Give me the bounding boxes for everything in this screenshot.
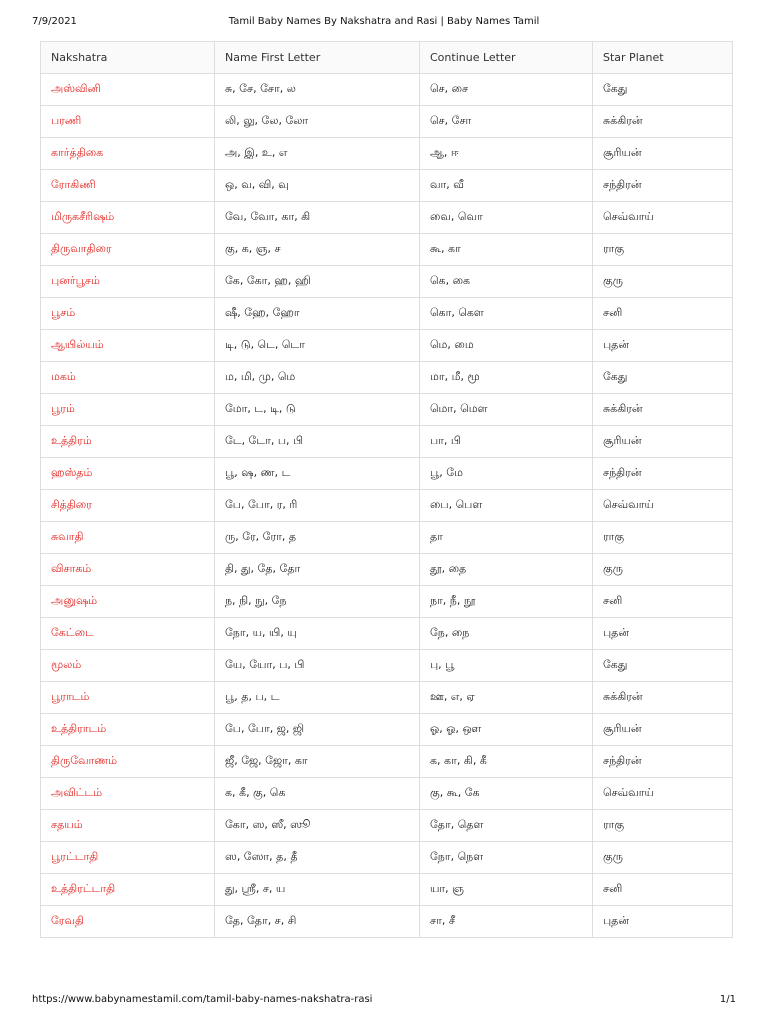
star-planet-cell: குரு	[593, 842, 733, 874]
table-row	[41, 778, 733, 810]
page-number: 1/1	[719, 994, 736, 1005]
star-planet-cell: ராகு	[593, 234, 733, 266]
nakshatra-cell: பரணி	[41, 106, 215, 138]
name-first-letter-cell: ந, நி, நு, நே	[215, 586, 420, 618]
name-first-letter-cell: டி, டு, டெ, டொ	[215, 330, 420, 362]
continue-letter-cell: சா, சீ	[420, 906, 593, 938]
continue-letter-cell: பை, பௌ	[420, 490, 593, 522]
table-row	[41, 842, 733, 874]
star-planet-cell: புதன்	[593, 906, 733, 938]
table-header-row	[41, 42, 733, 74]
star-planet-cell: ராகு	[593, 810, 733, 842]
continue-letter-cell: ஊ, எ, ஏ	[420, 682, 593, 714]
continue-letter-cell: யா, ஞ	[420, 874, 593, 906]
star-planet-cell: குரு	[593, 554, 733, 586]
continue-letter-cell: வா, வீ	[420, 170, 593, 202]
nakshatra-cell: உத்திரம்	[41, 426, 215, 458]
continue-letter-cell: பா, பி	[420, 426, 593, 458]
star-planet-cell: கேது	[593, 650, 733, 682]
nakshatra-cell: உத்திரட்டாதி	[41, 874, 215, 906]
name-first-letter-cell: லி, லு, லே, லோ	[215, 106, 420, 138]
nakshatra-cell: ஹஸ்தம்	[41, 458, 215, 490]
table-row	[41, 266, 733, 298]
name-first-letter-cell: கோ, ஸ, ஸீ, ஸூ	[215, 810, 420, 842]
table-row	[41, 490, 733, 522]
table-row	[41, 234, 733, 266]
continue-letter-cell: தா	[420, 522, 593, 554]
table-row	[41, 522, 733, 554]
name-first-letter-cell: பூ, த, ப, ட	[215, 682, 420, 714]
nakshatra-cell: விசாகம்	[41, 554, 215, 586]
star-planet-cell: செவ்வாய்	[593, 202, 733, 234]
table-row	[41, 810, 733, 842]
continue-letter-cell: தோ, தௌ	[420, 810, 593, 842]
table-row	[41, 650, 733, 682]
name-first-letter-cell: து, ஸ்ரீ, ச, ய	[215, 874, 420, 906]
nakshatra-cell: அவிட்டம்	[41, 778, 215, 810]
name-first-letter-cell: கு, க, ஞ, ச	[215, 234, 420, 266]
star-planet-cell: கேது	[593, 74, 733, 106]
table-row	[41, 586, 733, 618]
page-title: Tamil Baby Names By Nakshatra and Rasi | Baby Names Tamil	[228, 16, 540, 27]
table-row	[41, 106, 733, 138]
nakshatra-cell: சுவாதி	[41, 522, 215, 554]
star-planet-cell: சந்திரன்	[593, 746, 733, 778]
nakshatra-cell: உத்திராடம்	[41, 714, 215, 746]
nakshatra-cell: சித்திரை	[41, 490, 215, 522]
star-planet-cell: ராகு	[593, 522, 733, 554]
name-first-letter-cell: க, கீ, கு, கெ	[215, 778, 420, 810]
star-planet-cell: சுக்கிரன்	[593, 682, 733, 714]
nakshatra-cell: மிருகசீரிஷம்	[41, 202, 215, 234]
column-header-continue-letter: Continue Letter	[420, 42, 593, 74]
name-first-letter-cell: மோ, ட, டி, டு	[215, 394, 420, 426]
table-row	[41, 682, 733, 714]
print-date: 7/9/2021	[32, 16, 77, 27]
continue-letter-cell: நோ, நௌ	[420, 842, 593, 874]
name-first-letter-cell: சு, சே, சோ, ல	[215, 74, 420, 106]
table-row	[41, 618, 733, 650]
continue-letter-cell: ஆ, ஈ	[420, 138, 593, 170]
star-planet-cell: புதன்	[593, 330, 733, 362]
table-row	[41, 362, 733, 394]
star-planet-cell: புதன்	[593, 618, 733, 650]
print-footer	[32, 994, 736, 1008]
continue-letter-cell: நே, நை	[420, 618, 593, 650]
continue-letter-cell: மெ, மை	[420, 330, 593, 362]
table-row	[41, 138, 733, 170]
continue-letter-cell: கூ, கா	[420, 234, 593, 266]
continue-letter-cell: ஓ, ஓ, ஔ	[420, 714, 593, 746]
column-header-star-planet: Star Planet	[593, 42, 733, 74]
nakshatra-cell: பூரட்டாதி	[41, 842, 215, 874]
name-first-letter-cell: ம, மி, மு, மெ	[215, 362, 420, 394]
nakshatra-cell: சதயம்	[41, 810, 215, 842]
name-first-letter-cell: வே, வோ, கா, கி	[215, 202, 420, 234]
continue-letter-cell: கு, கூ, கே	[420, 778, 593, 810]
nakshatra-cell: புனர்பூசம்	[41, 266, 215, 298]
name-first-letter-cell: அ, இ, உ, எ	[215, 138, 420, 170]
table-row	[41, 874, 733, 906]
name-first-letter-cell: ஸ, ஸோ, த, தீ	[215, 842, 420, 874]
nakshatra-table	[40, 41, 733, 938]
table-row	[41, 746, 733, 778]
continue-letter-cell: நா, நீ, நூ	[420, 586, 593, 618]
star-planet-cell: சந்திரன்	[593, 458, 733, 490]
table-row	[41, 554, 733, 586]
nakshatra-cell: அஸ்வினி	[41, 74, 215, 106]
name-first-letter-cell: தே, தோ, ச, சி	[215, 906, 420, 938]
name-first-letter-cell: பே, போ, ஜ, ஜி	[215, 714, 420, 746]
table-row	[41, 202, 733, 234]
continue-letter-cell: பூ, மே	[420, 458, 593, 490]
nakshatra-cell: ரேவதி	[41, 906, 215, 938]
column-header-name-first-letter: Name First Letter	[215, 42, 420, 74]
nakshatra-cell: ஆயில்யம்	[41, 330, 215, 362]
name-first-letter-cell: பூ, ஷ, ண, ட	[215, 458, 420, 490]
table-row	[41, 906, 733, 938]
continue-letter-cell: கெ, கை	[420, 266, 593, 298]
print-header	[32, 16, 736, 30]
continue-letter-cell: செ, சை	[420, 74, 593, 106]
star-planet-cell: செவ்வாய்	[593, 490, 733, 522]
continue-letter-cell: தூ, தை	[420, 554, 593, 586]
continue-letter-cell: மொ, மௌ	[420, 394, 593, 426]
nakshatra-cell: கேட்டை	[41, 618, 215, 650]
nakshatra-cell: அனுஷம்	[41, 586, 215, 618]
nakshatra-cell: பூசம்	[41, 298, 215, 330]
table-row	[41, 426, 733, 458]
nakshatra-cell: பூராடம்	[41, 682, 215, 714]
nakshatra-cell: மகம்	[41, 362, 215, 394]
table-row	[41, 394, 733, 426]
table-row	[41, 458, 733, 490]
star-planet-cell: சூரியன்	[593, 138, 733, 170]
continue-letter-cell: கொ, கௌ	[420, 298, 593, 330]
continue-letter-cell: க, கா, கி, கீ	[420, 746, 593, 778]
nakshatra-cell: கார்த்திகை	[41, 138, 215, 170]
star-planet-cell: சனி	[593, 298, 733, 330]
table-row	[41, 714, 733, 746]
continue-letter-cell: மா, மீ, மூ	[420, 362, 593, 394]
star-planet-cell: குரு	[593, 266, 733, 298]
star-planet-cell: சனி	[593, 586, 733, 618]
name-first-letter-cell: பே, போ, ர, ரி	[215, 490, 420, 522]
nakshatra-cell: மூலம்	[41, 650, 215, 682]
star-planet-cell: சூரியன்	[593, 426, 733, 458]
star-planet-cell: சுக்கிரன்	[593, 106, 733, 138]
name-first-letter-cell: யே, யோ, ப, பி	[215, 650, 420, 682]
star-planet-cell: சூரியன்	[593, 714, 733, 746]
continue-letter-cell: செ, சோ	[420, 106, 593, 138]
nakshatra-cell: ரோகிணி	[41, 170, 215, 202]
name-first-letter-cell: டே, டோ, ப, பி	[215, 426, 420, 458]
star-planet-cell: சனி	[593, 874, 733, 906]
continue-letter-cell: பு, பூ	[420, 650, 593, 682]
table-row	[41, 74, 733, 106]
continue-letter-cell: வை, வொ	[420, 202, 593, 234]
table-row	[41, 298, 733, 330]
page-url: https://www.babynamestamil.com/tamil-baby-names-nakshatra-rasi	[32, 994, 373, 1005]
star-planet-cell: கேது	[593, 362, 733, 394]
name-first-letter-cell: கே, கோ, ஹ, ஹி	[215, 266, 420, 298]
name-first-letter-cell: தி, து, தே, தோ	[215, 554, 420, 586]
star-planet-cell: செவ்வாய்	[593, 778, 733, 810]
name-first-letter-cell: ஷீ, ஹே, ஹோ	[215, 298, 420, 330]
name-first-letter-cell: ஜீ, ஜே, ஜோ, கா	[215, 746, 420, 778]
table-row	[41, 170, 733, 202]
nakshatra-cell: பூரம்	[41, 394, 215, 426]
name-first-letter-cell: ஒ, வ, வி, வு	[215, 170, 420, 202]
name-first-letter-cell: ரு, ரே, ரோ, த	[215, 522, 420, 554]
star-planet-cell: சுக்கிரன்	[593, 394, 733, 426]
name-first-letter-cell: நோ, ய, யி, யு	[215, 618, 420, 650]
star-planet-cell: சந்திரன்	[593, 170, 733, 202]
nakshatra-cell: திருவாதிரை	[41, 234, 215, 266]
nakshatra-cell: திருவோணம்	[41, 746, 215, 778]
table-row	[41, 330, 733, 362]
column-header-nakshatra: Nakshatra	[41, 42, 215, 74]
